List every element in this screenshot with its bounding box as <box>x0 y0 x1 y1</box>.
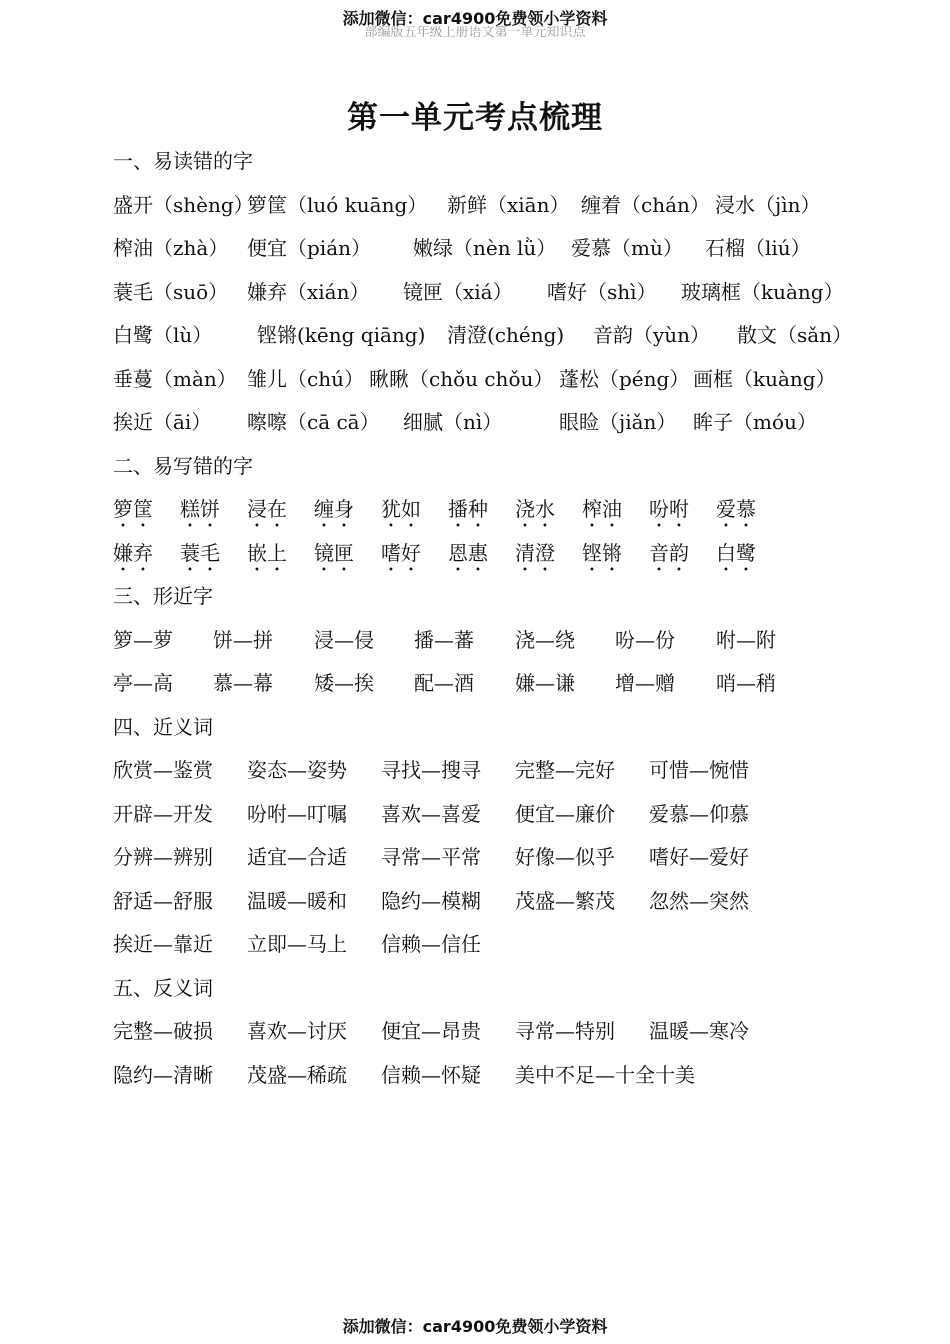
word-item: 浇水 <box>515 497 555 521</box>
pinyin-row <box>113 401 913 445</box>
section-heading: 三、形近字 <box>113 584 213 608</box>
pinyin-item: 画框（kuàng） <box>693 366 836 391</box>
antonym-item: 信赖—怀疑 <box>381 1062 481 1087</box>
antonym-row <box>113 1054 913 1098</box>
pinyin-item: 音韵（yùn） <box>593 323 711 347</box>
word-row <box>113 532 913 576</box>
antonym-item: 温暖—寒冷 <box>649 1019 749 1043</box>
similar-item: 配—酒 <box>414 671 474 695</box>
similar-item: 慕—幕 <box>213 671 273 695</box>
word-row <box>113 488 913 532</box>
pinyin-item: 雏儿（chú） <box>247 366 364 391</box>
synonym-row <box>113 749 913 793</box>
word-item: 嫌弃 <box>113 540 153 565</box>
synonym-item: 挨近—靠近 <box>113 932 213 956</box>
watermark-bottom: 添加微信：car4900免费领小学资料 <box>342 1317 608 1336</box>
synonym-item: 可惜—惋惜 <box>649 758 749 782</box>
synonym-item: 姿态—姿势 <box>247 758 347 782</box>
similar-item: 浸—侵 <box>314 627 374 652</box>
similar-item: 哨—稍 <box>716 671 776 695</box>
similar-item: 嫌—谦 <box>515 671 575 695</box>
similar-item: 增—赠 <box>615 671 675 695</box>
pinyin-row <box>113 227 913 271</box>
antonym-item: 茂盛—稀疏 <box>247 1062 347 1087</box>
similar-item: 矮—挨 <box>314 671 374 695</box>
synonym-item: 信赖—信任 <box>381 932 481 956</box>
synonym-item: 分辨—辨别 <box>113 845 213 869</box>
synonym-item: 开辟—开发 <box>113 801 213 826</box>
antonym-item: 便宜—昂贵 <box>381 1019 481 1043</box>
pinyin-item: 浸水（jìn） <box>715 192 821 217</box>
pinyin-item: 爱慕（mù） <box>571 236 683 260</box>
watermark-top: 添加微信：car4900免费领小学资料 <box>342 9 608 28</box>
pinyin-item: 嫌弃（xián） <box>247 279 370 304</box>
synonym-item: 隐约—模糊 <box>381 888 481 913</box>
page-title: 第一单元考点梳理 <box>347 100 603 136</box>
word-item: 播种 <box>448 497 488 521</box>
pinyin-item: 蓬松（péng） <box>559 366 690 391</box>
word-item: 清澄 <box>515 540 555 565</box>
pinyin-item: 榨油（zhà） <box>113 236 229 260</box>
synonym-item: 欣赏—鉴赏 <box>113 758 213 782</box>
pinyin-item: 盛开（shèng） <box>113 192 254 217</box>
pinyin-item: 缠着（chán） <box>581 192 710 217</box>
synonym-item: 爱慕—仰慕 <box>649 801 749 826</box>
word-item: 缠身 <box>314 497 354 521</box>
pinyin-item: 便宜（pián） <box>247 236 372 260</box>
pinyin-item: 蓑毛（suō） <box>113 279 229 304</box>
synonym-item: 适宜—合适 <box>247 845 347 869</box>
antonym-item: 完整—破损 <box>113 1019 213 1043</box>
pinyin-item: 嗜好（shì） <box>547 279 657 304</box>
pinyin-item: 石榴（liú） <box>705 236 811 260</box>
pinyin-item: 挨近（āi） <box>113 410 212 434</box>
pinyin-item: 瞅瞅（chǒu chǒu） <box>369 366 554 391</box>
pinyin-row <box>113 358 913 402</box>
section-heading: 二、易写错的字 <box>113 453 253 478</box>
word-item: 铿锵 <box>582 540 622 565</box>
word-item: 爱慕 <box>716 497 756 521</box>
word-item: 嵌上 <box>247 540 287 565</box>
word-item: 吩咐 <box>649 497 689 521</box>
pinyin-item: 眼睑（jiǎn） <box>559 410 677 434</box>
pinyin-item: 眸子（móu） <box>693 410 817 434</box>
synonym-row <box>113 836 913 880</box>
antonym-item: 寻常—特别 <box>515 1019 615 1043</box>
antonym-item: 美中不足—十全十美 <box>515 1062 695 1087</box>
similar-item: 箩—萝 <box>113 627 173 652</box>
synonym-item: 完整—完好 <box>515 758 615 782</box>
content <box>113 140 913 1097</box>
pinyin-item: 玻璃框（kuàng） <box>681 279 844 304</box>
pinyin-item: 清澄(chéng) <box>447 323 565 347</box>
pinyin-item: 新鲜（xiān） <box>447 192 570 217</box>
synonym-item: 立即—马上 <box>247 932 347 956</box>
synonym-item: 忽然—突然 <box>649 888 749 913</box>
similar-item: 咐—附 <box>716 627 776 652</box>
similar-row <box>113 662 913 706</box>
pinyin-item: 白鹭（lù） <box>113 323 213 347</box>
word-item: 恩惠 <box>448 540 488 565</box>
pinyin-item: 嚓嚓（cā cā） <box>247 410 380 434</box>
pinyin-item: 细腻（nì） <box>403 410 503 434</box>
synonym-item: 吩咐—叮嘱 <box>247 801 347 826</box>
similar-item: 饼—拼 <box>213 627 273 652</box>
synonym-item: 嗜好—爱好 <box>649 845 749 869</box>
synonym-item: 喜欢—喜爱 <box>381 801 481 826</box>
page-header: 部编版五年级上册语文第一单元知识点 <box>364 26 586 40</box>
pinyin-row <box>113 314 913 358</box>
word-item: 糕饼 <box>180 497 220 521</box>
synonym-item: 茂盛—繁茂 <box>515 888 615 913</box>
word-item: 镜匣 <box>314 540 354 565</box>
word-item: 白鹭 <box>716 540 756 565</box>
similar-item: 亭—高 <box>113 671 173 695</box>
word-item: 浸在 <box>247 497 287 521</box>
synonym-item: 舒适—舒服 <box>113 888 213 913</box>
pinyin-item: 铿锵(kēng qiāng) <box>257 323 426 347</box>
synonym-item: 温暖—暖和 <box>247 888 347 913</box>
section-heading: 一、易读错的字 <box>113 149 253 173</box>
word-item: 犹如 <box>381 497 421 521</box>
pinyin-item: 散文（sǎn） <box>737 323 853 347</box>
pinyin-row <box>113 271 913 315</box>
synonym-row <box>113 880 913 924</box>
antonym-item: 隐约—清晰 <box>113 1062 213 1087</box>
pinyin-item: 嫩绿（nèn lǜ） <box>413 236 557 260</box>
pinyin-item: 垂蔓（màn） <box>113 366 237 391</box>
section-heading: 四、近义词 <box>113 714 213 739</box>
word-item: 箩筐 <box>113 497 153 521</box>
word-item: 蓑毛 <box>180 540 220 565</box>
word-item: 嗜好 <box>381 540 421 565</box>
similar-item: 吩—份 <box>615 627 675 652</box>
similar-item: 播—蕃 <box>414 627 474 652</box>
synonym-item: 寻常—平常 <box>381 845 481 869</box>
synonym-item: 好像—似乎 <box>515 845 615 869</box>
antonym-row <box>113 1010 913 1054</box>
synonym-item: 寻找—搜寻 <box>381 758 481 782</box>
section-heading: 五、反义词 <box>113 975 213 1000</box>
synonym-item: 便宜—廉价 <box>515 801 615 826</box>
word-item: 音韵 <box>649 540 689 565</box>
synonym-row <box>113 793 913 837</box>
similar-item: 浇—绕 <box>515 627 575 652</box>
pinyin-item: 镜匣（xiá） <box>403 279 513 304</box>
similar-row <box>113 619 913 663</box>
antonym-item: 喜欢—讨厌 <box>247 1019 347 1043</box>
pinyin-item: 箩筐（luó kuāng） <box>247 192 428 217</box>
pinyin-row <box>113 184 913 228</box>
synonym-row <box>113 923 913 967</box>
word-item: 榨油 <box>582 497 622 521</box>
